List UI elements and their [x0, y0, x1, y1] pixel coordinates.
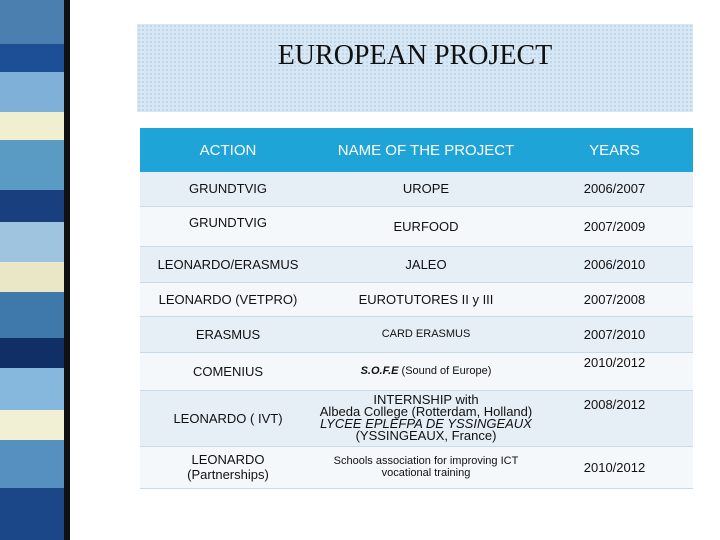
cell-action: LEONARDO (VETPRO): [140, 282, 316, 316]
header-years: YEARS: [536, 128, 693, 172]
table-row: [140, 282, 693, 316]
decorative-stripe: [0, 0, 64, 540]
table-row: [140, 390, 693, 446]
header-name: NAME OF THE PROJECT: [316, 128, 536, 172]
project-acronym: S.O.F.E: [360, 365, 399, 377]
action-line: (Partnerships): [187, 467, 269, 482]
cell-action: ERASMUS: [140, 316, 316, 352]
name-line: LYCEE EPLEFPA DE YSSINGEAUX: [320, 416, 532, 431]
cell-name: UROPE: [316, 172, 536, 206]
cell-name: EURFOOD: [316, 206, 536, 246]
table-row: [140, 316, 693, 352]
cell-name: [316, 446, 536, 488]
table-row: [140, 446, 693, 488]
cell-name: JALEO: [316, 246, 536, 282]
name-line: INTERNSHIP with: [373, 392, 479, 407]
cell-action: GRUNDTVIG: [140, 206, 316, 246]
table-row: [140, 206, 693, 246]
cell-action: [140, 446, 316, 488]
name-line: (YSSINGEAUX, France): [355, 428, 497, 443]
projects-table: [140, 128, 693, 489]
title-box: [137, 24, 693, 112]
table-header-row: [140, 128, 693, 172]
table-row: [140, 172, 693, 206]
cell-name: [316, 390, 536, 446]
cell-action: GRUNDTVIG: [140, 172, 316, 206]
table-row: [140, 246, 693, 282]
cell-years: 2010/2012: [536, 446, 693, 488]
name-line: Albeda College (Rotterdam, Holland): [319, 404, 533, 419]
name-line: vocational training: [381, 467, 471, 479]
cell-name: [316, 352, 536, 390]
cell-years: 2010/2012: [536, 352, 693, 390]
cell-years: 2007/2009: [536, 206, 693, 246]
cell-years: 2006/2010: [536, 246, 693, 282]
cell-name: CARD ERASMUS: [316, 316, 536, 352]
cell-years: 2007/2008: [536, 282, 693, 316]
project-subtitle: (Sound of Europe): [401, 365, 492, 377]
cell-action: LEONARDO/ERASMUS: [140, 246, 316, 282]
page-title: EUROPEAN PROJECT: [277, 40, 553, 71]
cell-action: LEONARDO ( IVT): [140, 390, 316, 446]
cell-name: EUROTUTORES II y III: [316, 282, 536, 316]
cell-years: 2006/2007: [536, 172, 693, 206]
table-row: [140, 352, 693, 390]
header-action: ACTION: [140, 128, 316, 172]
name-line: Schools association for improving ICT: [333, 455, 519, 467]
action-line: LEONARDO: [191, 452, 265, 467]
cell-action: COMENIUS: [140, 352, 316, 390]
cell-years: 2007/2010: [536, 316, 693, 352]
cell-years: 2008/2012: [536, 390, 693, 446]
